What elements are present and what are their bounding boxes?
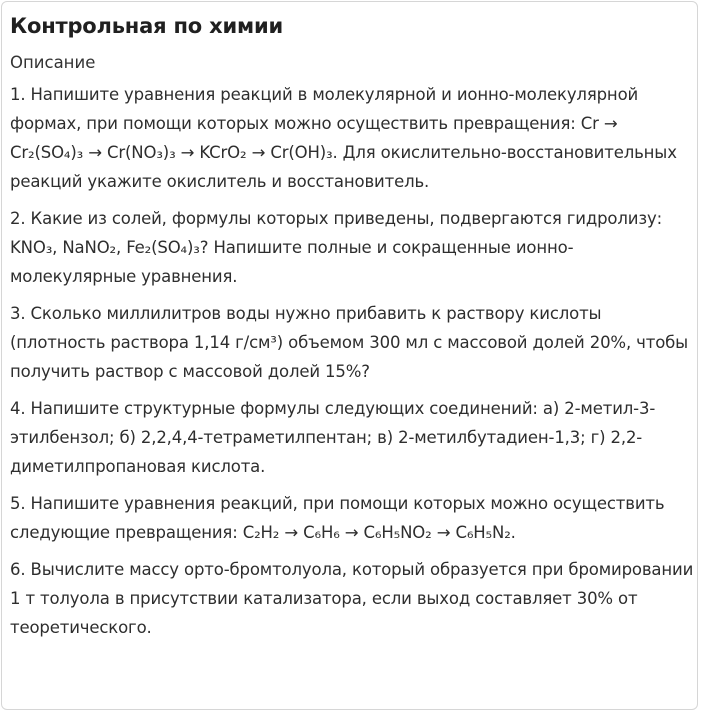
task-6: 6. Вычислите массу орто-бромтолуола, который образуется при бромировании 1 т толуола в присутствии катализатора, если выход составляет 30% от теоретического. xyxy=(10,560,694,637)
page-title: Контрольная по химии xyxy=(10,14,283,38)
task-1: 1. Напишите уравнения реакций в молекулярной и ионно-молекулярной формах, при помощи которых можно осуществить превращения: Cr → Cr₂(SO₄)₃ → Cr(NO₃)₃ → KCrO₂ → Cr(OH)₃. Для окислительно-восстановительных реакций укажите окислитель и восстановитель. xyxy=(10,85,677,191)
task-3: 3. Сколько миллилитров воды нужно прибавить к раствору кислоты (плотность раствора 1,14 г/см³) объемом 300 мл с массовой долей 20%, чтобы получить раствор с массовой долей 15%? xyxy=(10,304,689,381)
task-card xyxy=(1,1,698,710)
task-list xyxy=(10,80,694,650)
task-4: 4. Напишите структурные формулы следующих соединений: а) 2-метил-3-этилбензол; б) 2,2,4,4-тетраметилпентан; в) 2-метилбутадиен-1,3; г) 2,2-диметилпропановая кислота. xyxy=(10,399,656,476)
task-2: 2. Какие из солей, формулы которых приведены, подвергаются гидролизу: KNO₃, NaNO₂, Fe₂(SO₄)₃? Напишите полные и сокращенные ионно-молекулярные уравнения. xyxy=(10,209,662,286)
description-label: Описание xyxy=(10,53,96,72)
task-5: 5. Напишите уравнения реакций, при помощи которых можно осуществить следующие превращения: C₂H₂ → C₆H₆ → C₆H₅NO₂ → C₆H₅N₂. xyxy=(10,494,665,542)
